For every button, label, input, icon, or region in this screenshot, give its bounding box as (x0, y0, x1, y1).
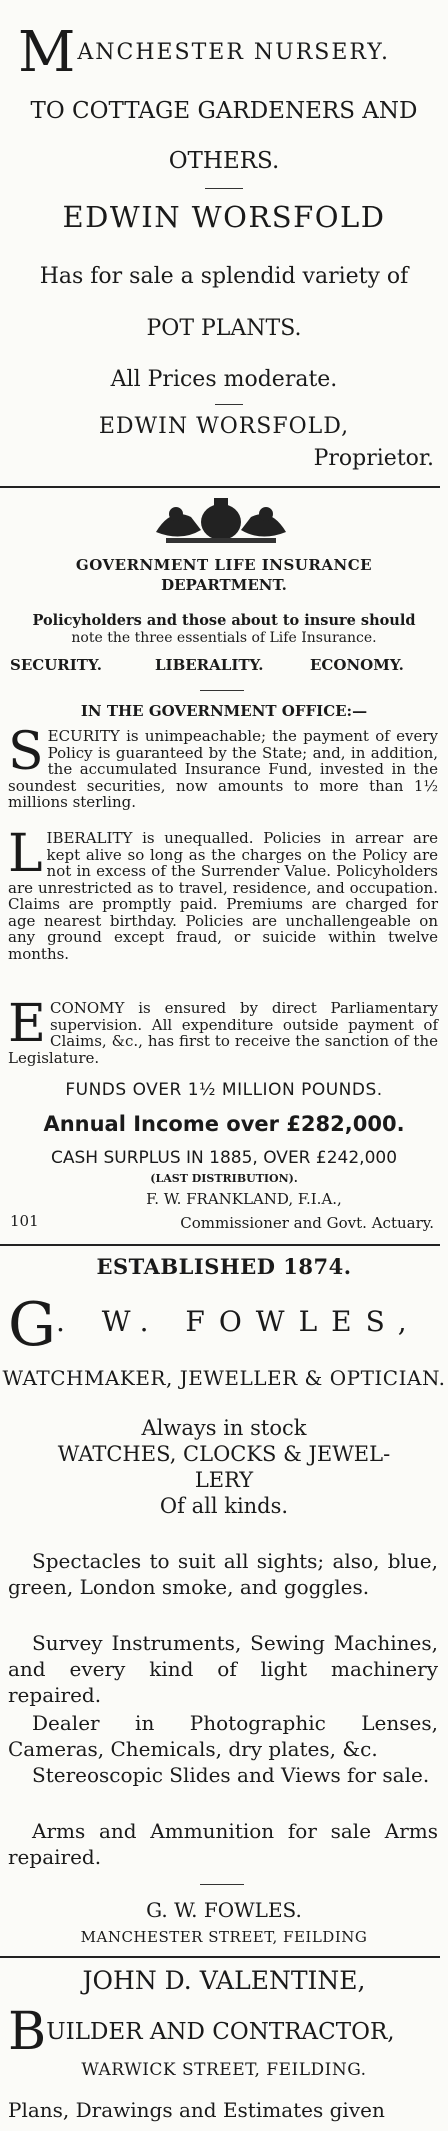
insurance-title-2: DEPARTMENT. (161, 576, 287, 594)
nursery-description: Has for sale a splendid variety of (39, 264, 409, 289)
section-rule (0, 1244, 440, 1246)
fowles-name: G. W. FOWLES, (8, 1290, 421, 1360)
fowles-stock-line-4: Of all kinds. (159, 1494, 289, 1518)
security-paragraph: SECURITY is unimpeachable; the payment of every Policy is guaranteed by the State; and, in addition, the accumulated Insurance Fund, invested in the soundest securities, now amounts to more than 1½ millions sterling. (8, 722, 438, 811)
insurance-income: Annual Income over £282,000. (43, 1112, 405, 1136)
divider (215, 404, 243, 405)
valentine-plans-line: Plans, Drawings and Estimates given (8, 2098, 385, 2122)
fowles-signature-address: MANCHESTER STREET, FEILDING (80, 1928, 368, 1946)
liberality-paragraph: LIBERALITY is unequalled. Policies in arrear are kept alive so long as the charges on the Policy are not in excess of the Surrender Value. Policyholders are unrestricted as to travel, residence, and occupation. Claims are promptly paid. Premiums are charged for age nearest birthday. Policies are unchallengeable on any ground except fraud, or suicide within twelve months. (8, 824, 438, 963)
insurance-ref-number: 101 (10, 1212, 39, 1230)
fowles-arms-paragraph: Arms and Ammunition for sale Arms repaired. (8, 1819, 438, 1869)
fowles-spectacles-paragraph: Spectacles to suit all sights; also, blue, green, London smoke, and goggles. (8, 1549, 438, 1599)
economy-paragraph: ECONOMY is ensured by direct Parliamentary supervision. All expenditure outside payment of Claims, &c., has first to receive the sanction of the Legislature. (8, 994, 438, 1067)
insurance-distribution: (LAST DISTRIBUTION). (150, 1172, 298, 1185)
fowles-stock-line: Always in stock (141, 1416, 307, 1440)
insurance-funds: FUNDS OVER 1½ MILLION POUNDS. (65, 1080, 383, 1100)
newspaper-column: MANCHESTER NURSERY. TO COTTAGE GARDENERS AND OTHERS. EDWIN WORSFOLD Has for sale a splendid variety of POT PLANTS. All Prices moderate. EDWIN WORSFOLD, Proprietor. GOVERNMENT LIFE INSURANCE DEPARTMENT. Policyholders and those about to insure should note the three essentials of Life Insurance. SECURITY. LIBERALITY. ECONOMY. IN THE GOVERNMENT OFFICE:— SECURITY is unimpeachable; the payment of every Policy is guaranteed by the State; and, in addition, the accumulated Insurance Fund, invested in the soundest securities, now amounts to more than 1½ millions sterling. LIBERALITY is unequalled. Policies in arrear are kept alive so long as the charges on the Policy are not in excess of the Surrender Value. Policyholders are unrestricted as to travel, residence, and occupation. Claims are promptly paid. Premiums are charged for age nearest birthday. Policies are unchallengeable on any ground except fraud, or suicide within twelve months. ECONOMY is ensured by direct Parliamentary supervision. All expenditure outside payment of Claims, &c., has first to receive the sanction of the Legislature. FUNDS OVER 1½ MILLION POUNDS. Annual Income over £282,000. CASH SURPLUS IN 1885, OVER £242,000 (LAST DISTRIBUTION). F. W. FRANKLAND, F.I.A., 101 Commissioner and Govt. Actuary. ESTABLISHED 1874. G. W. FOWLES, WATCHMAKER, JEWELLER & OPTICIAN. Always in stock WATCHES, CLOCKS & JEWEL- LERY Of all kinds. Spectacles to suit all sights; also, blue, green, London smoke, and goggles. Survey Instruments, Sewing Machines, and every kind of light machinery repaired. Dealer in Photographic Lenses, Cameras, Chemicals, dry plates, &c. Stereoscopic Slides and Views for sale. Arms and Ammunition for sale Arms repaired. G. W. FOWLES. MANCHESTER STREET, FEILDING JOHN D. VALENTINE, BUILDER AND CONTRACTOR, WARWICK STREET, FEILDING. Plans, Drawings and Estimates given (0, 0, 448, 2131)
divider (200, 1884, 244, 1885)
insurance-signature-role: Commissioner and Govt. Actuary. (180, 1214, 434, 1232)
nursery-prices: All Prices moderate. (110, 367, 338, 392)
section-rule (0, 1956, 440, 1958)
royal-coat-of-arms-icon (146, 492, 296, 548)
nursery-subtitle: TO COTTAGE GARDENERS AND (30, 98, 418, 124)
fowles-stock-line-3: LERY (194, 1468, 254, 1492)
insurance-office-heading: IN THE GOVERNMENT OFFICE:— (80, 702, 368, 720)
insurance-title: GOVERNMENT LIFE INSURANCE (75, 556, 373, 574)
insurance-intro: Policyholders and those about to insure should (32, 612, 416, 629)
fowles-stock-line-2: WATCHES, CLOCKS & JEWEL- (57, 1442, 391, 1466)
insurance-surplus: CASH SURPLUS IN 1885, OVER £242,000 (50, 1148, 398, 1168)
nursery-pot-plants: POT PLANTS. (146, 316, 302, 341)
valentine-name: JOHN D. VALENTINE, (82, 1966, 366, 1995)
fowles-stereoscopic-paragraph: Stereoscopic Slides and Views for sale. (32, 1763, 430, 1787)
fowles-trade: WATCHMAKER, JEWELLER & OPTICIAN. (2, 1366, 446, 1390)
nursery-title: MANCHESTER NURSERY. (18, 20, 390, 85)
divider (205, 188, 243, 189)
nursery-subtitle-2: OTHERS. (168, 148, 280, 174)
fowles-dealer-paragraph: Dealer in Photographic Lenses, Cameras, Chemicals, dry plates, &c. (8, 1711, 438, 1761)
valentine-trade: BUILDER AND CONTRACTOR, (8, 2002, 395, 2062)
valentine-address: WARWICK STREET, FEILDING. (81, 2060, 367, 2080)
nursery-proprietor-name: EDWIN WORSFOLD (62, 200, 386, 234)
nursery-signature-role: Proprietor. (313, 446, 434, 471)
fowles-established: ESTABLISHED 1874. (96, 1254, 352, 1279)
fowles-survey-paragraph: Survey Instruments, Sewing Machines, and every kind of light machinery repaired. (8, 1631, 438, 1707)
section-rule (0, 486, 440, 488)
divider (200, 690, 244, 691)
insurance-signature-name: F. W. FRANKLAND, F.I.A., (146, 1190, 342, 1208)
nursery-signature-name: EDWIN WORSFOLD, (98, 414, 350, 439)
insurance-intro-2: note the three essentials of Life Insurance. (71, 630, 377, 646)
fowles-signature-name: G. W. FOWLES. (146, 1898, 302, 1922)
